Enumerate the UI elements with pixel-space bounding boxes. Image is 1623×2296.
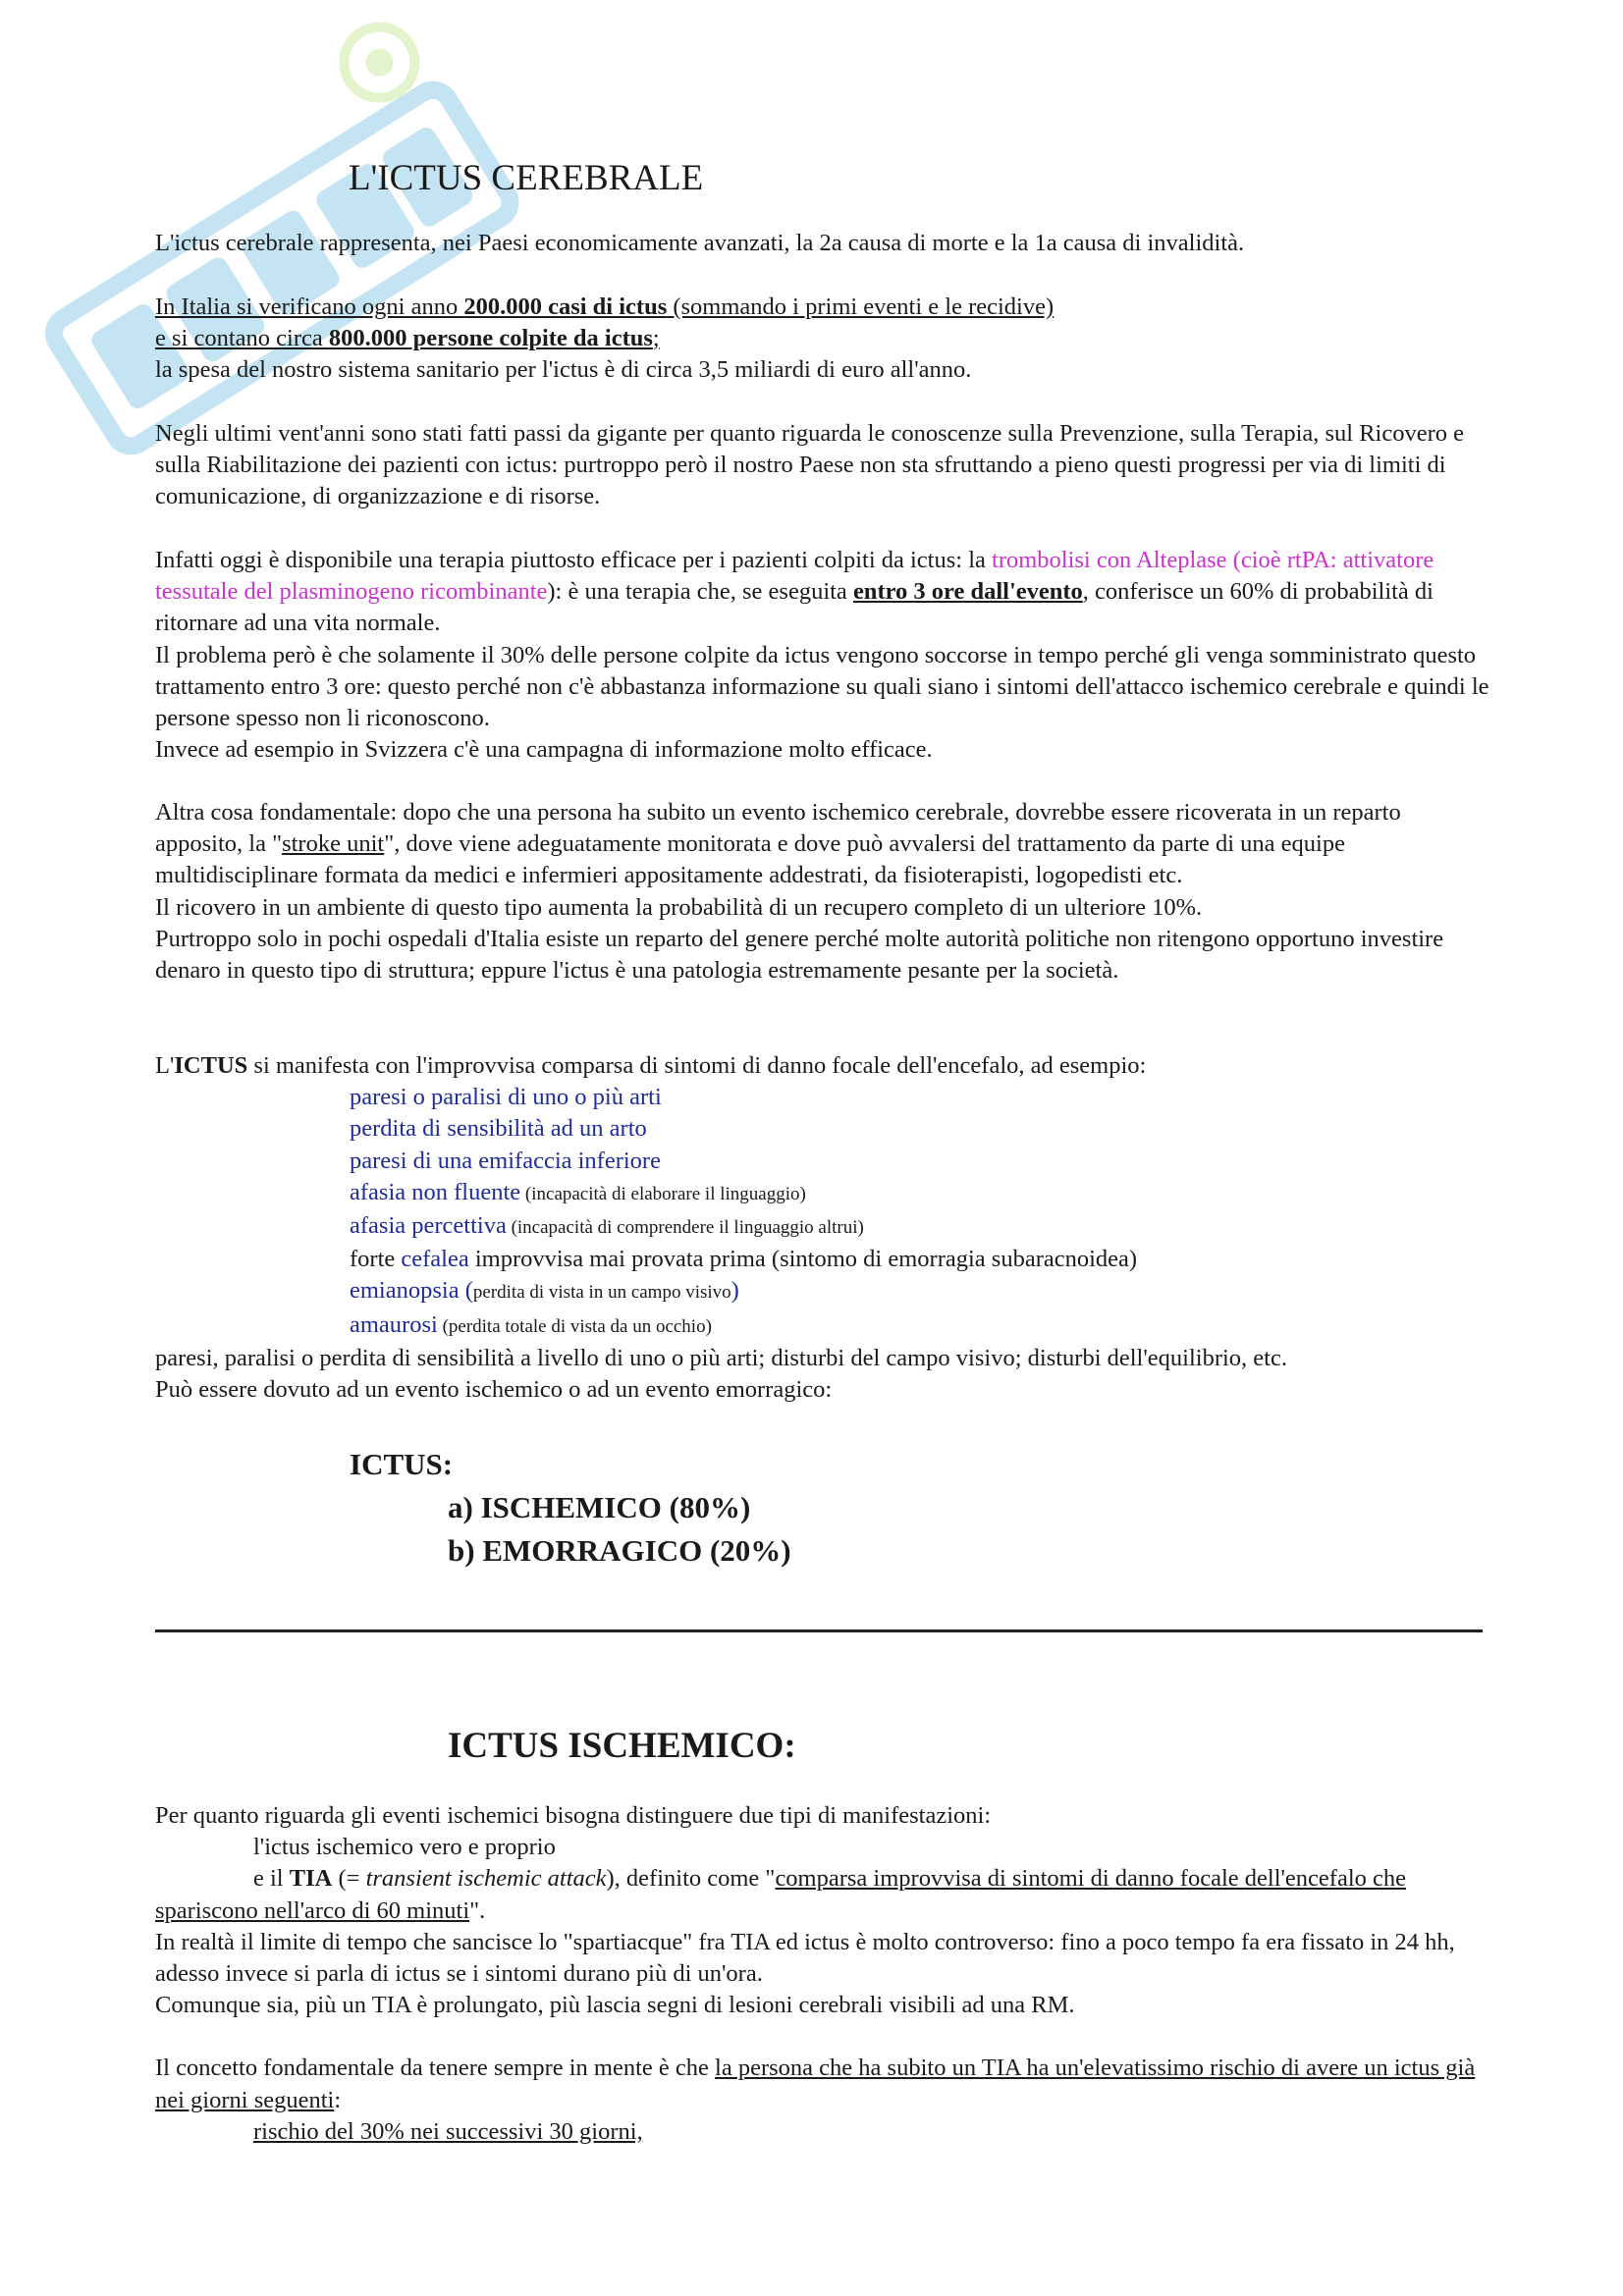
list-item: paresi di una emifaccia inferiore [350, 1147, 661, 1174]
stats-line-3: la spesa del nostro sistema sanitario per l'ictus è di circa 3,5 miliardi di euro all'anno. [155, 356, 972, 384]
symptom-list [155, 1082, 1490, 1343]
list-item: afasia non fluente (incapacità di elaborare il linguaggio) [350, 1178, 806, 1205]
stroke-unit-paragraph: Altra cosa fondamentale: dopo che una persona ha subito un evento ischemico cerebrale, dovrebbe essere ricoverata in un reparto apposito, la "stroke unit", dove viene adeguatamente monitorata e dove può avvalersi del trattamento da parte di una equipe multidisciplinare formata da medici e infermieri appositamente addestrati, da fisioterapisti, logopedisti etc. Il ricovero in un ambiente di questo tipo aumenta la probabilità di un recupero completo di un ulteriore 10%. Purtroppo solo in pochi ospedali d'Italia esiste un reparto del genere perché molte autorità politiche non ritengono opportuno investire denaro in questo tipo di struttura; eppure l'ictus è una patologia estremamente pesante per la società. [155, 799, 1444, 985]
stats-line-2: e si contano circa 800.000 persone colpite da ictus; [155, 325, 660, 352]
symptoms-section: L'ICTUS si manifesta con l'improvvisa comparsa di sintomi di danno focale dell'encefalo, ad esempio: paresi o paralisi di uno o più arti perdita di sensibilità ad un arto paresi di una emifaccia inferiore afasia non fluente (incapacità di elaborare il linguaggio) afasia percettiva (incapacità di comprendere il linguaggio altrui) forte cefalea improvvisa mai provata prima (sintomo di emorragia subaracnoidea) emianopsia (perdita di vista in un campo visivo) amaurosi (perdita totale di vista da un occhio) paresi, paralisi o perdita di sensibilità a livello di uno o più arti; disturbi del campo visivo; disturbi dell'equilibrio, etc. Può essere dovuto ad un evento ischemico o ad un evento emorragico: [155, 1050, 1490, 1406]
stroke-unit-term: stroke unit [282, 830, 385, 858]
thrombolysis-term: trombolisi con Alteplase (cioè rtPA: attivatore tessutale del plasminogeno ricombinante [155, 547, 1434, 606]
therapy-paragraph: Infatti oggi è disponibile una terapia piuttosto efficace per i pazienti colpiti da ictus: la trombolisi con Alteplase (cioè rtPA: attivatore tessutale del plasminogeno ricombinante): è una terapia che, se eseguita entro 3 ore dall'evento, conferisce un 60% di probabilità di ritornare ad una vita normale. Il problema però è che solamente il 30% delle persone colpite da ictus vengono soccorse in tempo perché gli venga somministrato questo trattamento entro 3 ore: questo perché non c'è abbastanza informazione su quali siano i sintomi dell'attacco ischemico cerebrale e quindi le persone spesso non li riconoscono. Invece ad esempio in Svizzera c'è una campagna di informazione molto efficace. [155, 547, 1489, 764]
section-divider [155, 1629, 1483, 1632]
classification-heading: ICTUS: [350, 1447, 454, 1481]
tia-definition: comparsa improvvisa di sintomi di danno focale dell'encefalo che spariscono nell'arco di 60 minuti [155, 1865, 1407, 1924]
list-item: afasia percettiva (incapacità di comprendere il linguaggio altrui) [350, 1212, 864, 1240]
classification-item: b) EMORRAGICO (20%) [448, 1533, 791, 1568]
list-item: paresi o paralisi di uno o più arti [350, 1084, 662, 1111]
tia-risk-statement: la persona che ha subito un TIA ha un'elevatissimo rischio di avere un ictus già nei giorni seguenti [155, 2055, 1476, 2113]
stats-paragraph [155, 292, 1490, 387]
list-item: amaurosi (perdita totale di vista da un occhio) [350, 1310, 712, 1338]
ischemic-section: Per quanto riguarda gli eventi ischemici bisogna distinguere due tipi di manifestazioni: l'ictus ischemico vero e proprio e il TIA (= transient ischemic attack), definito come "comparsa improvvisa di sintomi di danno focale dell'encefalo che spariscono nell'arco di 60 minuti". In realtà il limite di tempo che sancisce lo "spartiacque" fra TIA ed ictus è molto controverso: fino a poco tempo fa era fissato in 24 hh, adesso invece si parla di ictus se i sintomi durano più di un'ora. Comunque sia, più un TIA è prolungato, più lascia segni di lesioni cerebrali visibili ad una RM. Il concetto fondamentale da tenere sempre in mente è che la persona che ha subito un TIA ha un'elevatissimo rischio di avere un ictus già nei giorni seguenti: rischio del 30% nei successivi 30 giorni, [155, 1802, 1476, 2145]
time-window-term: entro 3 ore dall'evento [852, 578, 1083, 606]
list-item: perdita di sensibilità ad un arto [350, 1115, 647, 1143]
risk-figure: rischio del 30% nei successivi 30 giorni, [253, 2117, 643, 2145]
section-heading: ICTUS ISCHEMICO: [448, 1726, 796, 1766]
intro-paragraph: L'ictus cerebrale rappresenta, nei Paesi economicamente avanzati, la 2a causa di morte e la 1a causa di invalidità. [155, 230, 1245, 256]
progress-paragraph: Negli ultimi vent'anni sono stati fatti passi da gigante per quanto riguarda le conoscenze sulla Prevenzione, sulla Terapia, sul Ricovero e sulla Riabilitazione dei pazienti con ictus: purtroppo però il nostro Paese non sta sfruttando a pieno questi progressi per via di limiti di comunicazione, di organizzazione e di risorse. [155, 420, 1465, 510]
classification-item: a) ISCHEMICO (80%) [448, 1490, 751, 1524]
page-title: L'ICTUS CEREBRALE [349, 158, 704, 198]
list-item: emianopsia (perdita di vista in un campo visivo) [350, 1277, 739, 1305]
classification [155, 1443, 1490, 1573]
stats-line-1: In Italia si verificano ogni anno 200.000 casi di ictus (sommando i primi eventi e le recidive) [155, 294, 1055, 320]
list-item: forte cefalea improvvisa mai provata prima (sintomo di emorragia subaracnoidea) [350, 1246, 1138, 1273]
